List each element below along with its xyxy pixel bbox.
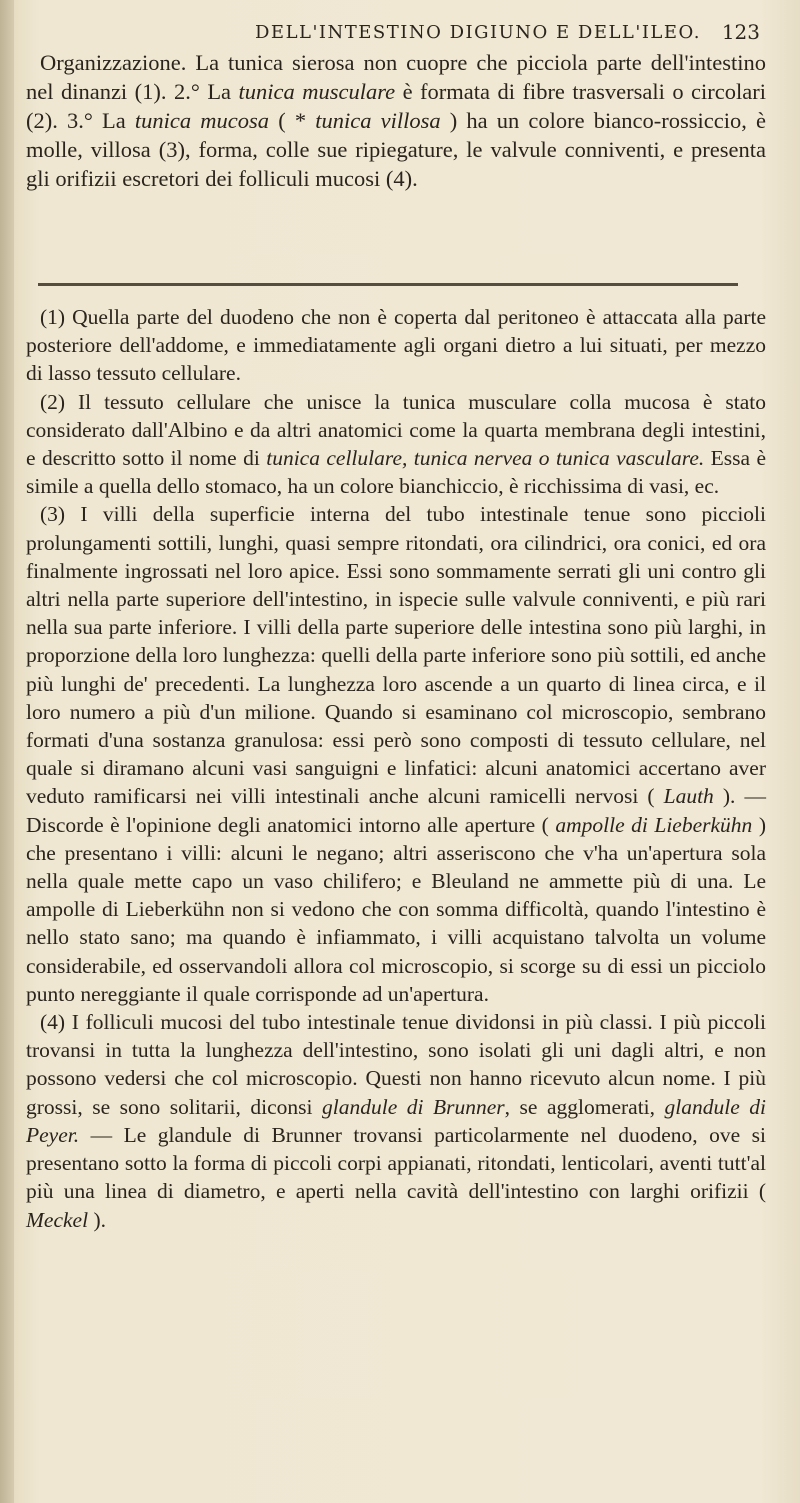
- text-run: è formata di fibre trasversali o circolari (2). 3.° La: [26, 79, 766, 133]
- footnote-2: [26, 388, 766, 501]
- text-run-italic: glandule di Peyer.: [26, 1094, 767, 1147]
- main-paragraph: [26, 48, 766, 193]
- text-run: (2) Il tessuto cellulare che unisce la tunica musculare colla mucosa è stato considerato dall'Albino e da altri anatomici come la quarta membrana degli intestini, e descritto sotto il nome di: [26, 389, 766, 471]
- text-run-italic: tunica mucosa: [134, 108, 270, 133]
- footnote-1: [26, 303, 766, 388]
- text-run: ( *: [269, 108, 316, 133]
- page-header: [60, 18, 760, 48]
- text-run: — Le glandule di Brunner trovansi particolarmente nel duodeno, ove si presentano sotto la forma di piccoli corpi appianati, ritondati, lenticolari, aventi tutt'al più una linea di diametro, e aperti nella cavità dell'intestino con larghi orifizii (: [26, 1122, 766, 1204]
- footnotes: [26, 303, 766, 1234]
- text-run: ).: [88, 1207, 106, 1232]
- text-run: ) ha un colore bianco-rossiccio, è molle, villosa (3), forma, colle sue ripiegature, le valvule conniventi, e presenta gli orifizii escretori dei folliculi mucosi (4).: [26, 108, 767, 191]
- page-number: 123: [721, 20, 760, 44]
- text-run-italic: tunica villosa: [315, 108, 441, 133]
- text-run: ) che presentano i villi: alcuni le negano; altri asseriscono che v'ha un'apertura sola nella quale mette capo un vaso chilifero; e Bleuland ne ammette più di una. Le ampolle di Lieberkühn non si vedono che con somma difficoltà, quando l'intestino è nello stato sano; ma quando è infiammato, i villi acquistano talvolta un volume considerabile, ed osservandoli allora col microscopio, si scorge su di essi un picciolo punto nereggiante il quale corrisponde ad un'apertura.: [26, 812, 766, 1006]
- text-run-italic: Lauth: [663, 784, 714, 809]
- text-run: (1) Quella parte del duodeno che non è coperta dal peritoneo è attaccata alla parte posteriore dell'addome, e immediatamente agli organi dietro a lui situati, per mezzo di lasso tessuto cellulare.: [26, 305, 766, 386]
- footnote-3: [26, 500, 766, 1008]
- running-head: DELL'INTESTINO DIGIUNO E DELL'ILEO.: [255, 22, 701, 43]
- text-run-italic: ampolle di Lieberkühn: [555, 812, 753, 837]
- text-run: (4) I folliculi mucosi del tubo intestinale tenue dividonsi in più classi. I più piccoli trovansi in tutta la lunghezza dell'intestino, sono isolati gli uni dagli altri, e non possono vedersi che col microscopio. Questi non hanno ricevuto alcun nome. I più grossi, se sono solitarii, diconsi: [26, 1010, 766, 1119]
- text-run-italic: tunica cellulare, tunica nervea o tunica vasculare.: [266, 446, 705, 471]
- text-run: , se agglomerati,: [504, 1094, 665, 1119]
- text-run: Organizzazione. La tunica sierosa non cuopre che picciola parte dell'intestino nel dinanzi (1). 2.° La: [26, 50, 766, 104]
- footnote-4: [26, 1008, 766, 1234]
- text-run: (3) I villi della superficie interna del tubo intestinale tenue sono piccioli prolungamenti sottili, lunghi, quasi sempre ritondati, ora cilindrici, ora conici, ed ora finalmente ingrossati nel loro apice. Essi sono sommamente serrati gli uni contro gli altri nella parte superiore dell'intestino, in ispecie sulle valvule conniventi, e più rari nella sua parte inferiore. I villi della parte superiore delle intestina sono più larghi, in proporzione della loro lunghezza: quelli della parte inferiore sono più sottili, ed anche più lunghi de' precedenti. La lunghezza loro ascende a un quarto di linea circa, e il loro numero a più d'un milione. Quando si esaminano col microscopio, sembrano formati d'una sostanza granulosa: essi però sono composti di tessuto cellulare, nel quale si diramano alcuni vasi sanguigni e linfatici: alcuni anatomici accertano aver veduto ramificarsi nei villi intestinali anche alcuni ramicelli nervosi (: [26, 502, 766, 809]
- text-run: Essa è simile a quella dello stomaco, ha un colore bianchiccio, è ricchissima di vasi, ec.: [26, 446, 767, 499]
- main-text: [26, 48, 766, 193]
- text-run: ). — Discorde è l'opinione degli anatomici intorno alle aperture (: [26, 784, 766, 837]
- text-run-italic: glandule di Brunner: [322, 1094, 505, 1119]
- text-run-italic: Meckel: [26, 1207, 89, 1232]
- page-spine-shadow: [0, 0, 14, 1503]
- footnote-separator: [38, 283, 738, 286]
- text-run-italic: tunica musculare: [238, 79, 396, 104]
